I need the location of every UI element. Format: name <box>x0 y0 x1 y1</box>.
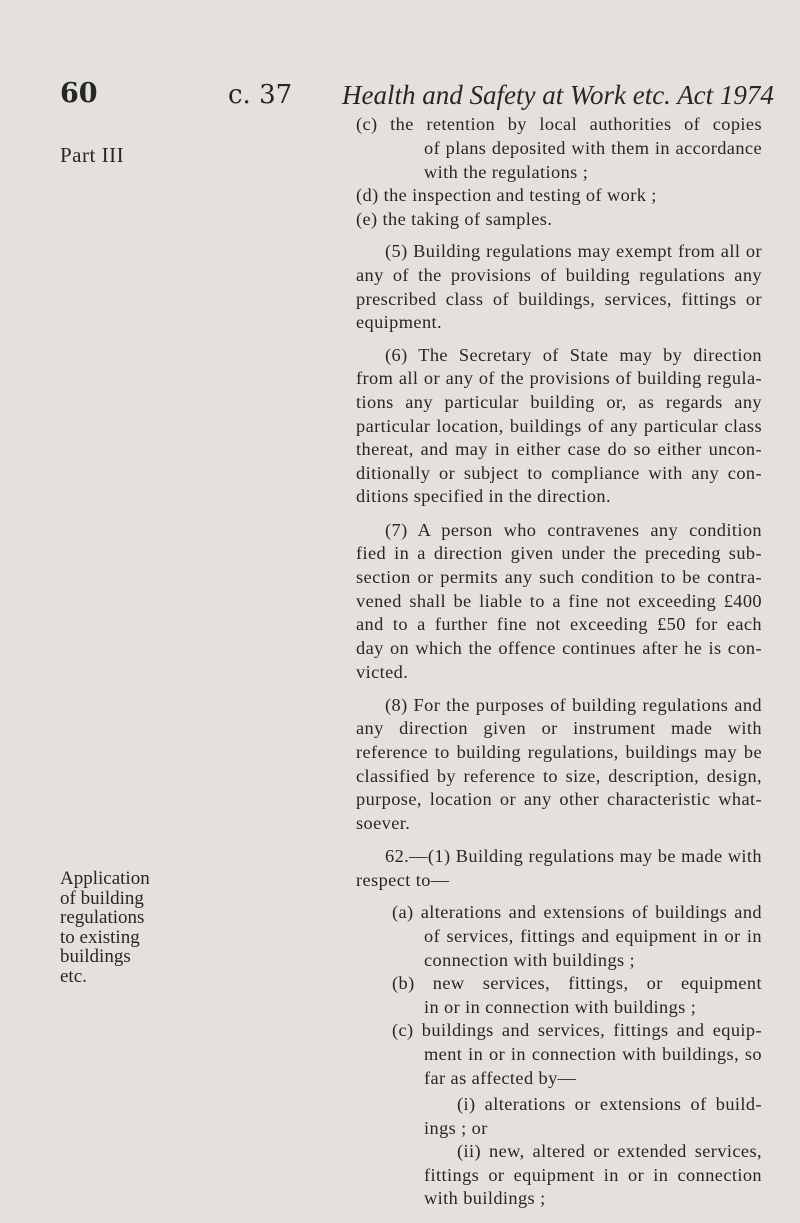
margin-note-line: buildings <box>60 946 131 967</box>
text-line: thereat, and may in either case do so either uncon- <box>356 439 762 460</box>
text-line: with buildings ; <box>424 1188 546 1209</box>
text-line: (i) alterations or extensions of build- <box>457 1093 762 1114</box>
text-line: particular location, buildings of any particular class <box>356 415 762 436</box>
text-line: (5) Building regulations may exempt from all or <box>385 241 762 262</box>
chapter-reference: c. 37 <box>228 80 293 110</box>
text-line: connection with buildings ; <box>424 949 636 970</box>
text-line: day on which the offence continues after he is con- <box>356 637 762 658</box>
act-title: Health and Safety at Work etc. Act 1974 <box>342 80 774 110</box>
text-line: (e) the taking of samples. <box>356 209 553 229</box>
text-line: any of the provisions of building regulations any <box>356 265 762 286</box>
text-line: equipment. <box>356 312 443 333</box>
text-line: reference to building regulations, buildings may be <box>356 742 762 763</box>
text-line: (a) alterations and extensions of buildings and <box>392 902 762 923</box>
text-line: in or in connection with buildings ; <box>424 996 697 1017</box>
text-line: with the regulations ; <box>424 161 589 182</box>
text-line: (8) For the purposes of building regulations and <box>385 694 762 715</box>
text-line: classified by reference to size, description, design, <box>356 765 762 786</box>
text-line: (6) The Secretary of State may by direction <box>385 344 762 365</box>
text-line: fied in a direction given under the preceding sub- <box>356 543 762 564</box>
margin-note-line: Application <box>60 868 150 889</box>
text-line: (c) the retention by local authorities of copies <box>356 114 762 135</box>
text-line: of services, fittings and equipment in or in <box>424 925 762 946</box>
text-line: fittings or equipment in or in connection <box>424 1164 762 1185</box>
part-label: Part III <box>60 143 125 167</box>
margin-note-line: regulations <box>60 907 145 928</box>
text-line: (b) new services, fittings, or equipment <box>392 973 762 994</box>
text-line: (7) A person who contravenes any condition <box>385 519 762 540</box>
text-line: ditions specified in the direction. <box>356 486 611 507</box>
text-line: (d) the inspection and testing of work ; <box>356 185 657 206</box>
text-line: (c) buildings and services, fittings and equip- <box>392 1020 762 1041</box>
margin-note-line: of building <box>60 887 144 909</box>
text-line: ditionally or subject to compliance with any con- <box>356 462 762 483</box>
text-line: section or permits any such condition to be contra- <box>356 567 762 587</box>
text-line: prescribed class of buildings, services, fittings or <box>356 288 762 309</box>
text-line: tions any particular building or, as regards any <box>356 391 762 412</box>
text-line: ings ; or <box>424 1117 488 1138</box>
page-number: 60 <box>60 78 98 109</box>
text-line: victed. <box>356 661 409 682</box>
text-line: any direction given or instrument made with <box>356 718 762 739</box>
text-line: ment in or in connection with buildings, so <box>424 1044 762 1065</box>
text-line: respect to— <box>356 869 450 890</box>
text-line: far as affected by— <box>424 1067 577 1088</box>
text-line: from all or any of the provisions of building regula- <box>356 368 762 389</box>
text-line: soever. <box>356 812 411 833</box>
margin-note-line: etc. <box>60 965 87 987</box>
text-line: purpose, location or any other characteristic what- <box>356 789 762 810</box>
text-line: 62.—(1) Building regulations may be made with <box>385 846 762 867</box>
text-line: vened shall be liable to a fine not exceeding £400 <box>356 590 762 611</box>
text-line: and to a further fine not exceeding £50 for each <box>356 614 762 635</box>
margin-note-line: to existing <box>60 926 140 948</box>
text-line: (ii) new, altered or extended services, <box>457 1141 762 1162</box>
text-line: of plans deposited with them in accordance <box>424 138 762 159</box>
